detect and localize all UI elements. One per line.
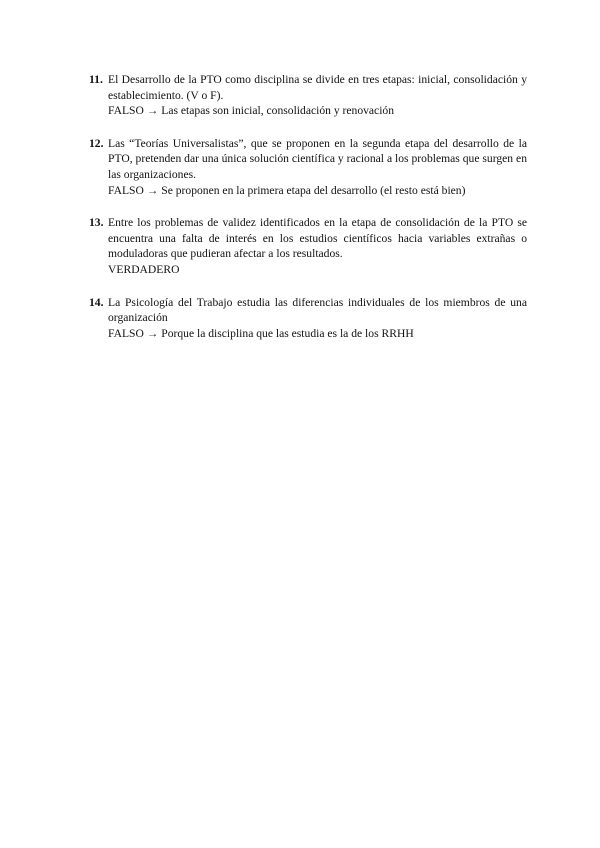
question-statement: La Psicología del Trabajo estudia las diferencias individuales de los miembros de una organización <box>108 295 527 325</box>
question-item-14 <box>89 295 527 342</box>
question-item-11 <box>89 72 527 119</box>
question-answer: FALSO → Se proponen en la primera etapa del desarrollo (el resto está bien) <box>108 183 466 197</box>
question-answer: VERDADERO <box>108 262 180 276</box>
question-answer: FALSO → Las etapas son inicial, consolidación y renovación <box>108 104 395 118</box>
question-statement: El Desarrollo de la PTO como disciplina se divide en tres etapas: inicial, consolidación y establecimiento. (V o F). <box>108 73 527 102</box>
question-item-12 <box>89 136 527 198</box>
question-list <box>89 72 527 358</box>
question-number: 14. <box>89 295 104 309</box>
question-statement: Entre los problemas de validez identificados en la etapa de consolidación de la PTO se encuentra una falta de interés en los estudios científicos hacia variables extrañas o moduladoras que pudieran afectar a los resultados. <box>108 216 527 261</box>
question-number: 11. <box>89 73 103 86</box>
question-number: 12. <box>89 136 104 150</box>
question-answer: FALSO → Porque la disciplina que las estudia es la de los RRHH <box>108 326 414 340</box>
question-item-13 <box>89 215 527 277</box>
question-number: 13. <box>89 216 104 230</box>
question-statement: Las “Teorías Universalistas”, que se proponen en la segunda etapa del desarrollo de la PTO, pretenden dar una única solución científica y racional a los problemas que surgen en las organizaciones. <box>108 136 527 181</box>
